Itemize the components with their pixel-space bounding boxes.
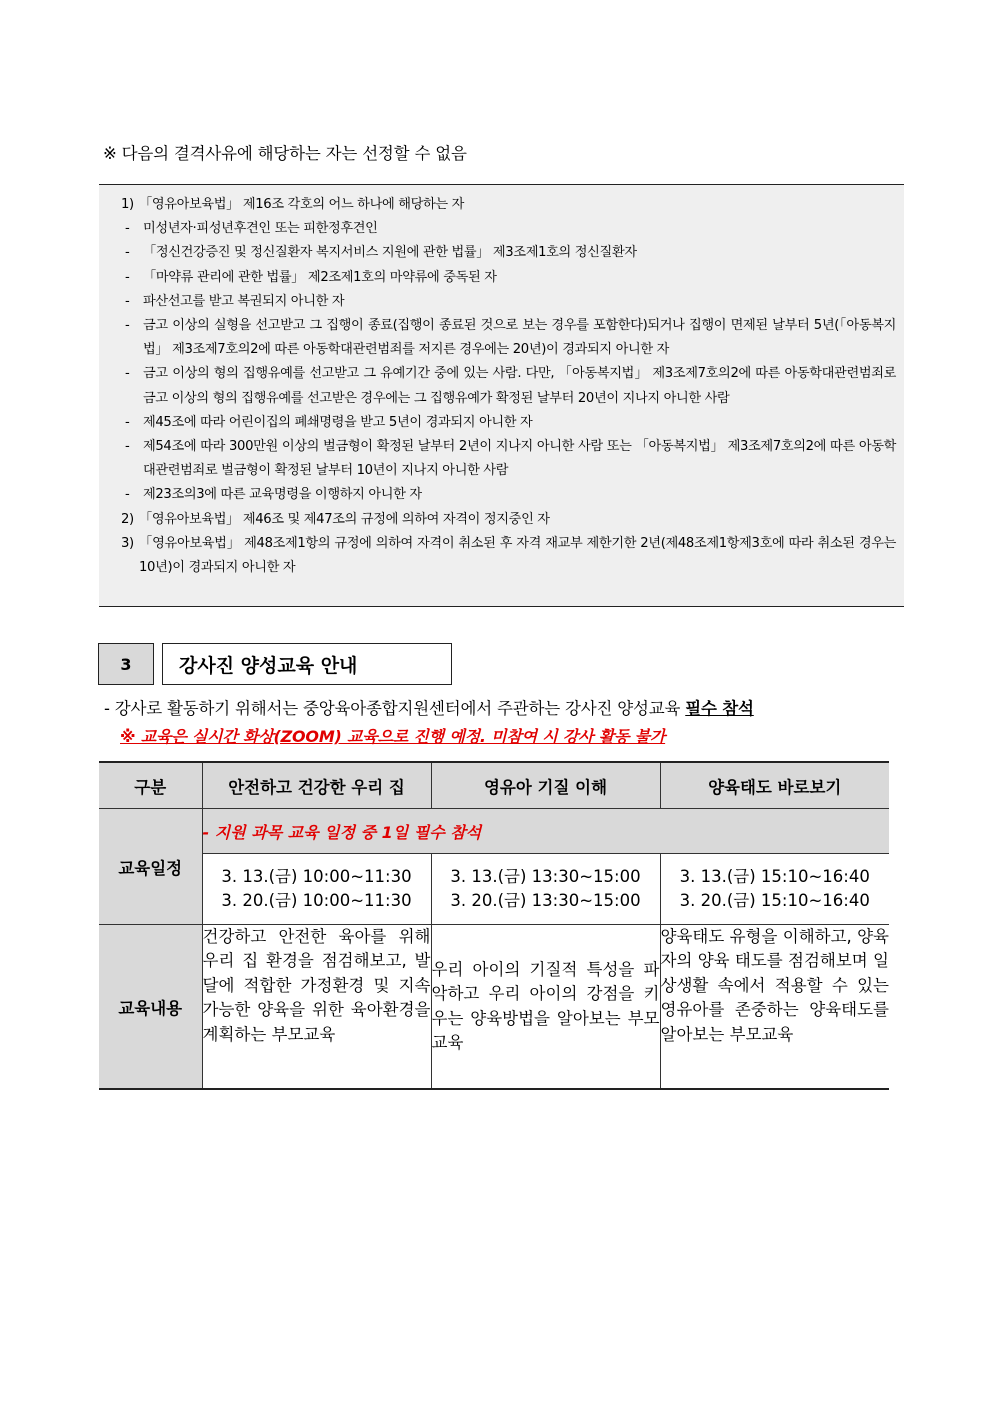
schedule-note: - 지원 과목 교육 일정 중 1일 필수 참석	[202, 809, 889, 854]
list-item	[121, 266, 896, 290]
list-marker: -	[125, 487, 130, 503]
list-text: 「영유아보육법」 제48조제1항의 규정에 의하여 자격이 취소된 후 자격 재교부 제한기한 2년(제48조제1항제3호에 따라 취소된 경우는 10년)이 경과되지 아니한 자	[139, 535, 896, 576]
schedule-cell	[660, 854, 889, 925]
table-row	[99, 854, 889, 925]
list-marker: -	[125, 269, 130, 285]
list-text: 미성년자‧피성년후견인 또는 피한정후견인	[143, 221, 378, 237]
schedule-time: 3. 13.(금) 13:30~15:00	[450, 867, 641, 886]
header-parenting-attitude: 양육태도 바로보기	[660, 762, 889, 809]
list-text: 금고 이상의 형의 집행유예를 선고받고 그 유예기간 중에 있는 사람. 다만, 「아동복지법」 제3조제7호의2에 따른 아동학대관련범죄로 금고 이상의 형의 집행유예를 선고받은 경우에는 그 집행유예가 확정된 날부터 20년이 지나지 아니한 사람	[143, 366, 896, 406]
list-marker: -	[125, 414, 130, 430]
list-text: 금고 이상의 실형을 선고받고 그 집행이 종료(집행이 종료된 것으로 보는 경우를 포함한다)되거나 집행이 면제된 날부터 5년(「아동복지법」 제3조제7호의2에 따른 아동학대관련범죄를 저지른 경우에는 20년)이 경과되지 아니한 자	[143, 318, 896, 358]
list-marker: -	[125, 293, 130, 309]
list-text: 「영유아보육법」 제16조 각호의 어느 하나에 해당하는 자	[139, 197, 464, 212]
list-marker: -	[125, 439, 130, 455]
zoom-note: ※ 교육은 실시간 화상(ZOOM) 교육으로 진행 예정. 미참여 시 강사 활동 불가	[120, 727, 666, 746]
list-text: 제54조에 따라 300만원 이상의 벌금형이 확정된 날부터 2년이 지나지 아니한 사람 또는 「아동복지법」 제3조제7호의2에 따른 아동학대관련범죄로 벌금형이 확정된 날부터 10년이 지나지 아니한 사람	[143, 439, 896, 479]
list-text: 제45조에 따라 어린이집의 폐쇄명령을 받고 5년이 경과되지 아니한 자	[143, 414, 533, 430]
list-text: 「영유아보육법」 제46조 및 제47조의 규정에 의하여 자격이 정지중인 자	[139, 511, 550, 527]
schedule-time: 3. 20.(금) 15:10~16:40	[679, 891, 870, 910]
list-marker: -	[125, 318, 130, 334]
list-item	[121, 435, 896, 483]
list-item	[121, 193, 896, 217]
list-item	[121, 241, 896, 265]
list-item	[121, 362, 896, 410]
header-temperament: 영유아 기질 이해	[431, 762, 660, 809]
notice-title: ※ 다음의 결격사유에 해당하는 자는 선정할 수 없음	[103, 144, 467, 163]
list-marker: -	[125, 245, 130, 261]
schedule-time: 3. 20.(금) 10:00~11:30	[221, 891, 412, 910]
schedule-time: 3. 20.(금) 13:30~15:00	[450, 891, 641, 910]
list-item	[121, 217, 896, 241]
section-number: 3	[98, 643, 154, 685]
schedule-cell	[202, 854, 431, 925]
table-header-row	[99, 762, 889, 809]
schedule-time: 3. 13.(금) 15:10~16:40	[679, 867, 870, 886]
intro-emphasis: 필수 참석	[685, 699, 754, 718]
list-marker: 2)	[121, 511, 134, 527]
section-intro	[104, 695, 754, 719]
content-label: 교육내용	[99, 925, 202, 1090]
table-row	[99, 809, 889, 854]
list-item	[121, 314, 896, 362]
list-marker: 1)	[121, 197, 134, 212]
list-item	[121, 290, 896, 314]
header-category: 구분	[99, 762, 202, 809]
list-marker: -	[125, 366, 130, 382]
schedule-cell	[431, 854, 660, 925]
list-item	[121, 508, 896, 532]
list-text: 「정신건강증진 및 정신질환자 복지서비스 지원에 관한 법률」 제3조제1호의 정신질환자	[143, 245, 637, 261]
content-cell: 건강하고 안전한 육아를 위해 우리 집 환경을 점검해보고, 발달에 적합한 가정환경 및 지속 가능한 양육을 위한 육아환경을 계획하는 부모교육	[202, 925, 431, 1090]
schedule-label: 교육일정	[99, 809, 202, 925]
content-cell: 우리 아이의 기질적 특성을 파악하고 우리 아이의 강점을 키우는 양육방법을 알아보는 부모교육	[431, 925, 660, 1090]
section-title: 강사진 양성교육 안내	[162, 643, 452, 685]
content-cell: 양육태도 유형을 이해하고, 양육자의 양육 태도를 점검해보며 일상생활 속에서 적용할 수 있는 영유아를 존중하는 양육태도를 알아보는 부모교육	[660, 925, 889, 1090]
list-item	[121, 411, 896, 435]
list-text: 제23조의3에 따른 교육명령을 이행하지 아니한 자	[143, 487, 422, 503]
schedule-time: 3. 13.(금) 10:00~11:30	[221, 867, 412, 886]
list-item	[121, 532, 896, 580]
list-item	[121, 483, 896, 507]
disqualification-box	[99, 184, 904, 607]
list-text: 파산선고를 받고 복권되지 아니한 자	[143, 293, 345, 309]
table-row	[99, 925, 889, 1090]
list-marker: -	[125, 221, 130, 237]
header-safe-home: 안전하고 건강한 우리 집	[202, 762, 431, 809]
list-marker: 3)	[121, 535, 134, 551]
list-text: 「마약류 관리에 관한 법률」 제2조제1호의 마약류에 중독된 자	[143, 269, 497, 285]
education-table	[99, 761, 889, 1090]
intro-text: - 강사로 활동하기 위해서는 중앙육아종합지원센터에서 주관하는 강사진 양성교육	[104, 699, 686, 718]
